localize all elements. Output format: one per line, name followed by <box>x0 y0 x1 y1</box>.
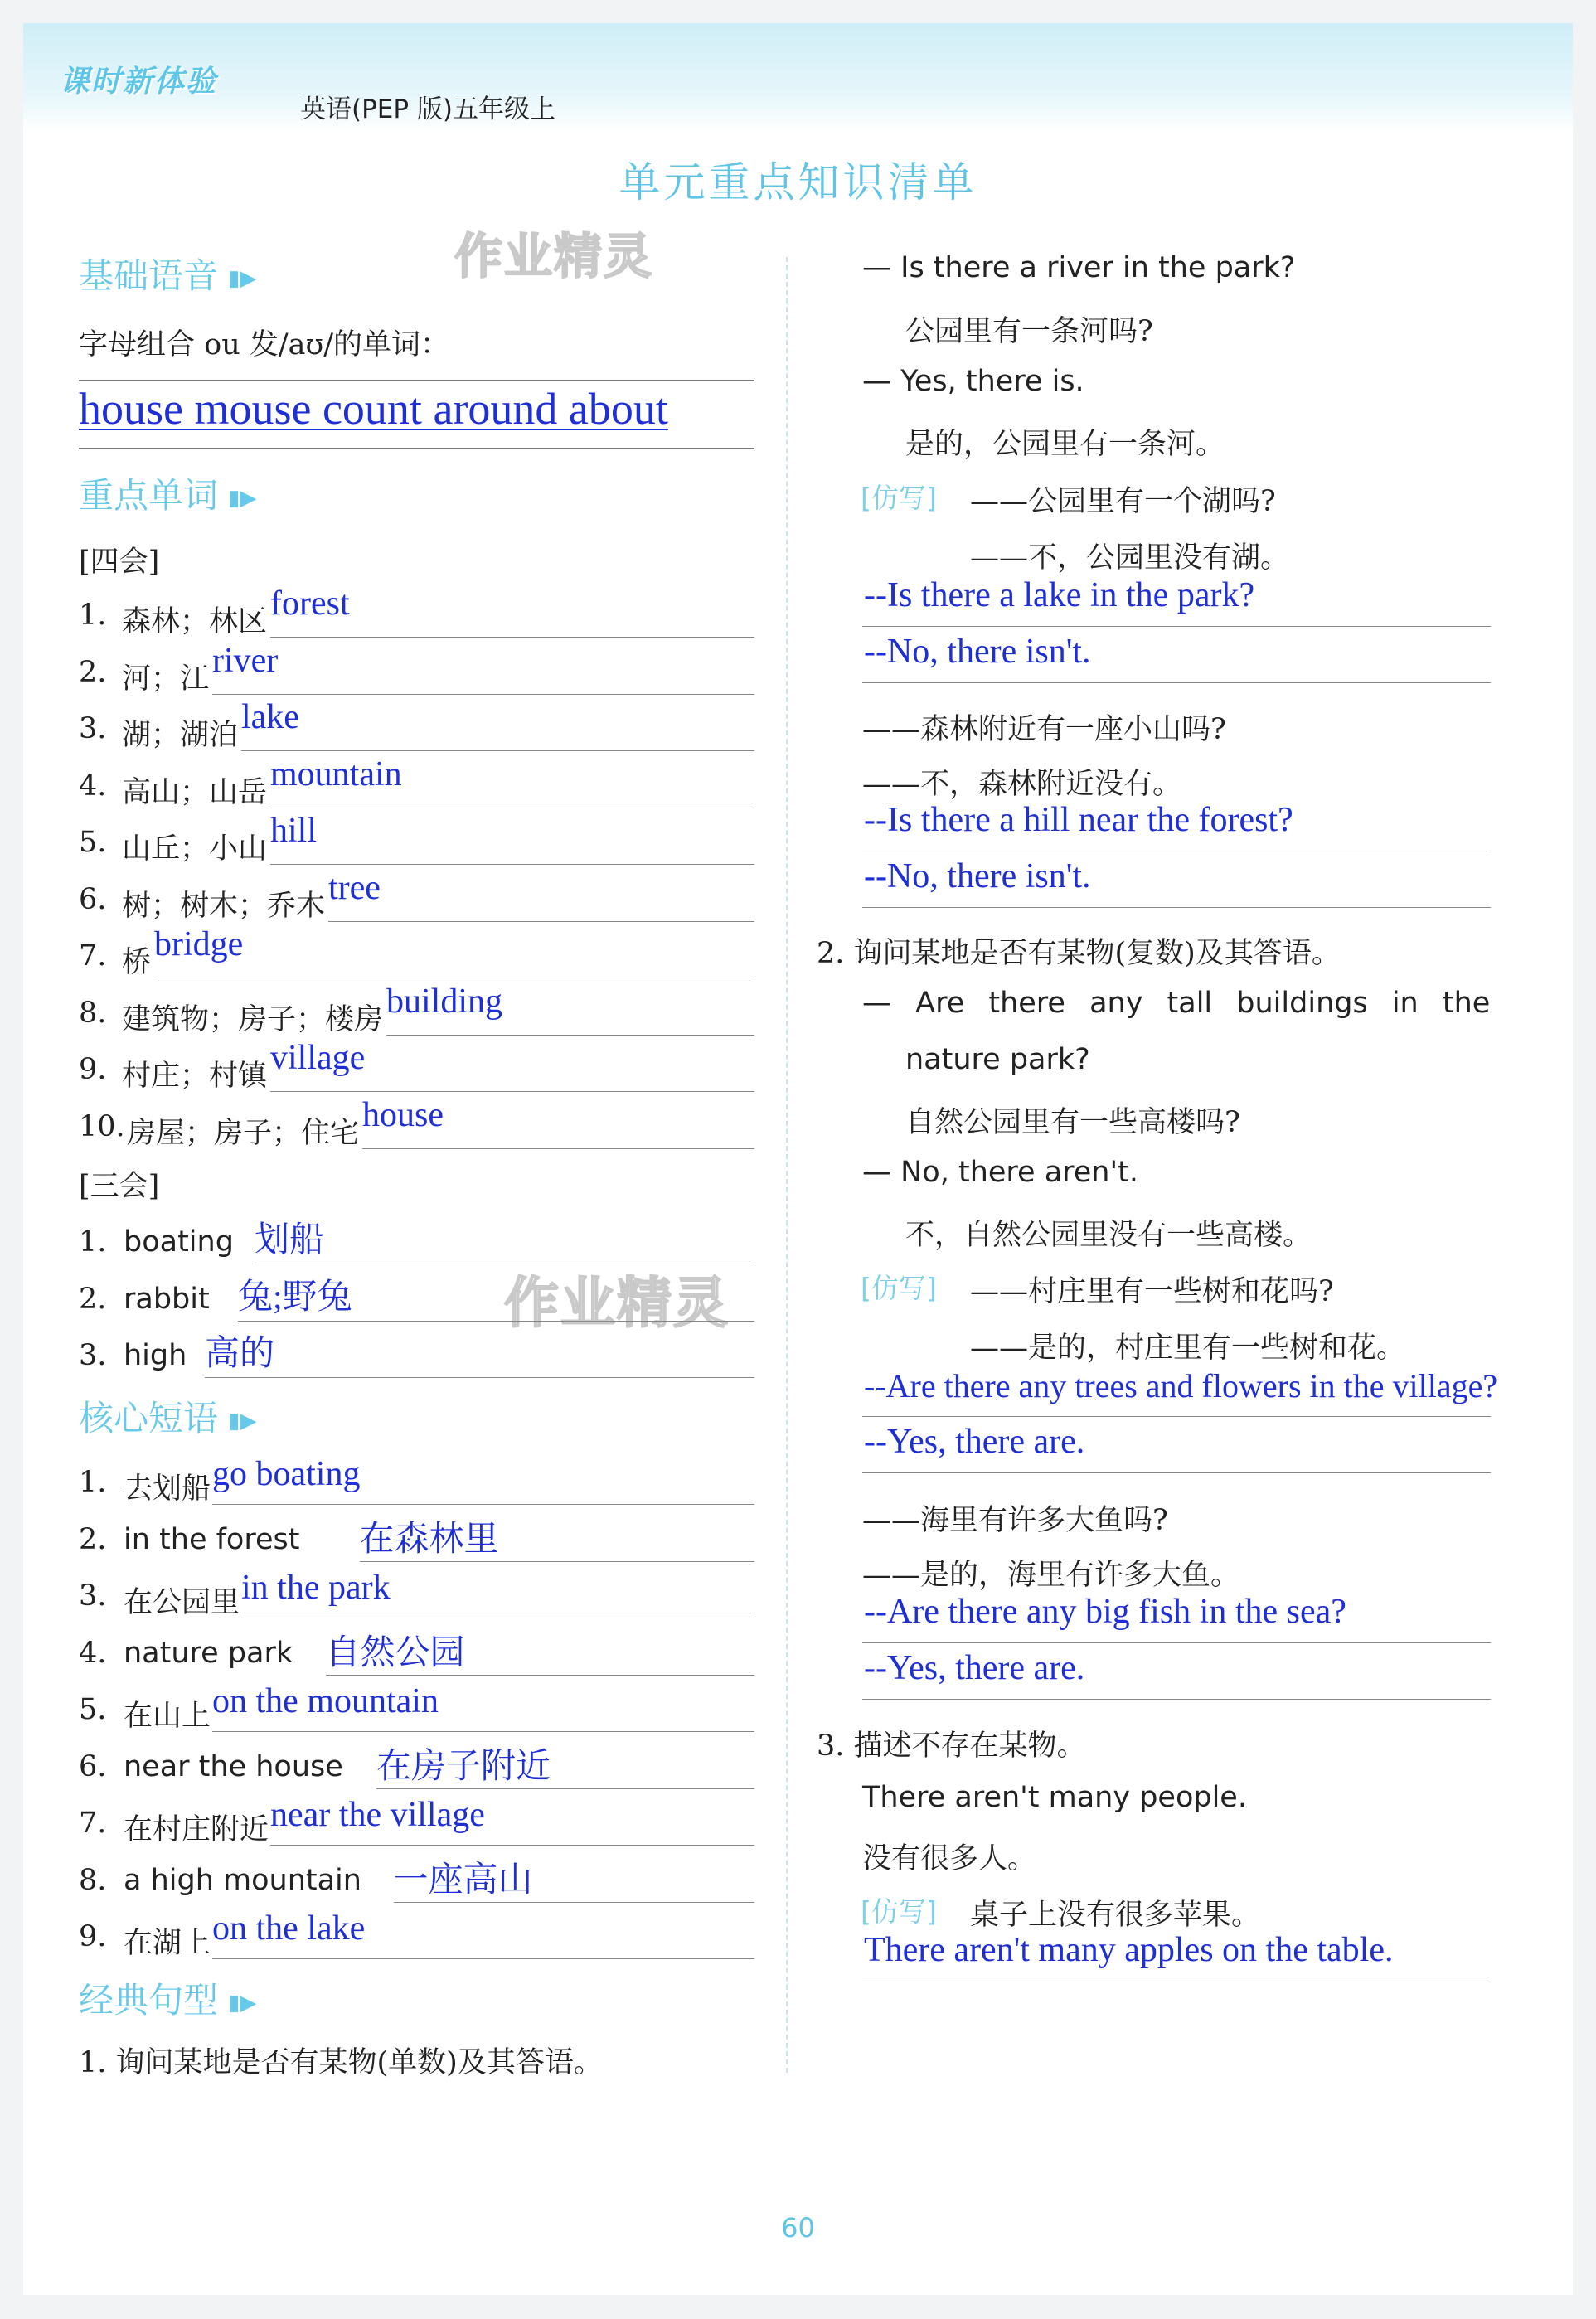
list-item-number: 7. <box>79 939 107 973</box>
phrase-prompt: near the house <box>124 1749 343 1783</box>
section-heading-phonics <box>79 249 256 298</box>
imitation-answer: --Are there any big fish in the sea? <box>864 1593 1346 1631</box>
rule <box>386 1035 754 1036</box>
rule <box>360 1561 755 1562</box>
list-item-chinese: 村庄；村镇 <box>122 1060 268 1093</box>
imitation-prompt: ——是的，海里有许多大鱼。 <box>862 1559 1240 1592</box>
rule <box>270 864 754 865</box>
example-question: — Is there a river in the park? <box>862 251 1296 284</box>
rule <box>862 682 1491 683</box>
section-title: 核心短语 <box>79 1398 219 1438</box>
phrase-answer: 一座高山 <box>393 1861 533 1899</box>
sentence-item-heading: 2. 询问某地是否有某物(复数)及其答语。 <box>817 937 1341 970</box>
list-item-chinese: 森林；林区 <box>122 605 268 638</box>
example-answer: — No, there aren't. <box>862 1156 1138 1189</box>
phrase-answer: on the lake <box>212 1909 366 1948</box>
list-item-chinese: 高山；山岳 <box>122 775 268 809</box>
list-item-chinese: 桥 <box>122 946 152 979</box>
list-item-number: 6. <box>79 1749 107 1783</box>
page-number: 60 <box>781 2212 815 2244</box>
phrase-answer: 在房子附近 <box>376 1747 551 1786</box>
phrase-prompt: 在村庄附近 <box>124 1813 269 1846</box>
rule <box>270 637 754 638</box>
group-label: [三会] <box>79 1170 160 1203</box>
section-title: 经典句型 <box>79 1980 219 2021</box>
phrase-answer: on the mountain <box>212 1682 439 1720</box>
example-question: — Are there any tall buildings in the <box>862 987 1491 1020</box>
example-translation: 是的，公园里有一条河。 <box>905 428 1225 461</box>
rule <box>205 1377 754 1378</box>
rule <box>270 1091 754 1092</box>
rule <box>362 1148 754 1149</box>
phrase-answer: 在森林里 <box>359 1520 499 1559</box>
phrase-prompt: in the forest <box>124 1522 300 1556</box>
list-item-chinese: 湖；湖泊 <box>122 719 239 752</box>
list-item-number: 4. <box>79 769 107 803</box>
list-item-number: 4. <box>79 1636 107 1670</box>
list-item-number: 1. <box>79 1225 107 1259</box>
list-item-english: boating <box>124 1225 234 1259</box>
phonics-answer: house mouse count around about <box>79 384 668 434</box>
column-divider <box>786 257 788 2073</box>
list-item-chinese: 树；树木；乔木 <box>122 889 326 923</box>
phrase-answer: 自然公园 <box>325 1633 465 1672</box>
play-arrow-icon: ▮▶ <box>228 265 257 291</box>
imitation-prompt: ——公园里有一个湖吗? <box>970 485 1276 518</box>
group-label: [四会] <box>79 546 160 579</box>
example-answer: — Yes, there is. <box>862 365 1084 398</box>
imitation-answer: --No, there isn't. <box>864 633 1091 671</box>
series-logo: 课时新体验 <box>60 65 218 99</box>
imitation-prompt: ——森林附近有一座小山吗? <box>862 713 1226 746</box>
list-item-answer: mountain <box>270 754 402 793</box>
rule <box>270 1845 754 1846</box>
list-item-number: 7. <box>79 1807 107 1840</box>
rule <box>862 1699 1491 1700</box>
imitation-prompt: ——是的，村庄里有一些树和花。 <box>970 1332 1406 1365</box>
phrase-prompt: a high mountain <box>124 1863 361 1897</box>
imitation-label: [仿写] <box>861 482 937 514</box>
imitation-label: [仿写] <box>861 1895 937 1928</box>
rule <box>238 1321 754 1322</box>
phrase-answer: near the village <box>270 1796 485 1834</box>
rule <box>212 1731 754 1732</box>
example-question: nature park? <box>905 1043 1090 1076</box>
example-translation: 没有很多人。 <box>862 1842 1037 1875</box>
list-item-number: 5. <box>79 1693 107 1726</box>
phrase-prompt: 在湖上 <box>124 1927 211 1960</box>
imitation-answer: --Yes, there are. <box>864 1423 1085 1461</box>
list-item-answer: tree <box>328 868 381 907</box>
sentence-item-heading: 3. 描述不存在某物。 <box>817 1730 1086 1763</box>
sentence-item-heading: 1. 询问某地是否有某物(单数)及其答语。 <box>79 2046 603 2079</box>
list-item-number: 8. <box>79 996 107 1030</box>
watermark: 作业精灵 <box>504 1271 730 1335</box>
rule <box>212 1958 754 1959</box>
imitation-label: [仿写] <box>861 1272 937 1304</box>
phrase-answer: in the park <box>241 1569 391 1607</box>
section-heading-vocab <box>79 468 256 518</box>
rule <box>376 1788 754 1789</box>
phrase-prompt: 在公园里 <box>124 1586 240 1619</box>
imitation-answer: --Is there a hill near the forest? <box>864 801 1293 839</box>
rule <box>79 448 754 449</box>
header-band <box>23 23 1573 131</box>
imitation-prompt: ——海里有许多大鱼吗? <box>862 1504 1168 1537</box>
phrase-answer: go boating <box>212 1455 361 1493</box>
imitation-prompt: 桌子上没有很多苹果。 <box>970 1899 1261 1932</box>
list-item-number: 5. <box>79 826 107 859</box>
play-arrow-icon: ▮▶ <box>228 485 257 511</box>
list-item-answer: river <box>212 641 279 680</box>
list-item-number: 3. <box>79 712 107 745</box>
list-item-chinese: 山丘；小山 <box>122 832 268 866</box>
imitation-answer: --Are there any trees and flowers in the village? <box>864 1367 1498 1404</box>
imitation-answer: There aren't many apples on the table. <box>864 1931 1394 1969</box>
list-item-number: 1. <box>79 599 107 632</box>
rule <box>326 1675 755 1676</box>
phrase-prompt: 在山上 <box>124 1700 211 1733</box>
list-item-english: high <box>124 1339 187 1372</box>
rule <box>241 750 754 751</box>
rule <box>79 380 754 381</box>
rule <box>862 1416 1491 1417</box>
example-translation: 自然公园里有一些高楼吗? <box>905 1106 1240 1139</box>
example-translation: 公园里有一条河吗? <box>905 315 1153 348</box>
imitation-answer: --No, there isn't. <box>864 857 1091 895</box>
imitation-prompt: ——不，森林附近没有。 <box>862 768 1182 801</box>
list-item-answer: house <box>362 1095 444 1134</box>
list-item-answer: 划船 <box>255 1221 325 1259</box>
rule <box>212 1504 754 1505</box>
section-title: 基础语音 <box>79 255 219 296</box>
list-item-chinese: 房屋；房子；住宅 <box>127 1116 360 1150</box>
example-sentence: There aren't many people. <box>862 1781 1247 1814</box>
list-item-answer: hill <box>270 812 318 850</box>
imitation-answer: --Yes, there are. <box>864 1649 1085 1687</box>
rule <box>862 907 1491 908</box>
list-item-answer: building <box>386 982 503 1021</box>
list-item-number: 3. <box>79 1579 107 1613</box>
list-item-answer: village <box>270 1039 366 1077</box>
rule <box>862 1472 1491 1473</box>
rule <box>328 921 754 922</box>
list-item-number: 2. <box>79 655 107 689</box>
section-heading-phrases <box>79 1391 256 1441</box>
list-item-chinese: 建筑物；房子；楼房 <box>122 1002 384 1036</box>
list-item-number: 9. <box>79 1920 107 1953</box>
list-item-number: 2. <box>79 1522 107 1556</box>
list-item-answer: forest <box>270 585 350 623</box>
list-item-number: 9. <box>79 1053 107 1086</box>
section-heading-sentences <box>79 1973 256 2023</box>
book-info: 英语(PEP 版)五年级上 <box>300 95 556 124</box>
phrase-prompt: 去划船 <box>124 1472 211 1506</box>
list-item-answer: 兔;野兔 <box>238 1278 352 1317</box>
list-item-number: 1. <box>79 1466 107 1499</box>
rule <box>862 1642 1491 1643</box>
list-item-number: 8. <box>79 1863 107 1897</box>
rule <box>212 694 754 695</box>
imitation-prompt: ——不，公园里没有湖。 <box>970 541 1290 575</box>
list-item-number: 10. <box>79 1109 125 1143</box>
list-item-answer: lake <box>241 698 299 736</box>
section-title: 重点单词 <box>79 475 219 516</box>
page-title: 单元重点知识清单 <box>619 158 977 206</box>
phrase-prompt: nature park <box>124 1636 293 1670</box>
list-item-number: 3. <box>79 1339 107 1372</box>
rule <box>862 626 1491 627</box>
watermark: 作业精灵 <box>454 228 654 284</box>
list-item-number: 6. <box>79 882 107 916</box>
rule <box>394 1902 755 1903</box>
list-item-english: rabbit <box>124 1282 210 1316</box>
example-translation: 不，自然公园里没有一些高楼。 <box>905 1219 1312 1252</box>
imitation-answer: --Is there a lake in the park? <box>864 576 1255 614</box>
play-arrow-icon: ▮▶ <box>228 1408 257 1434</box>
imitation-prompt: ——村庄里有一些树和花吗? <box>970 1275 1334 1308</box>
list-item-answer: bridge <box>154 925 244 963</box>
play-arrow-icon: ▮▶ <box>228 1990 257 2016</box>
list-item-number: 2. <box>79 1282 107 1316</box>
list-item-chinese: 河；江 <box>122 662 210 696</box>
phonics-prompt: 字母组合 ou 发/aʊ/的单词： <box>79 328 450 361</box>
list-item-answer: 高的 <box>205 1335 275 1373</box>
